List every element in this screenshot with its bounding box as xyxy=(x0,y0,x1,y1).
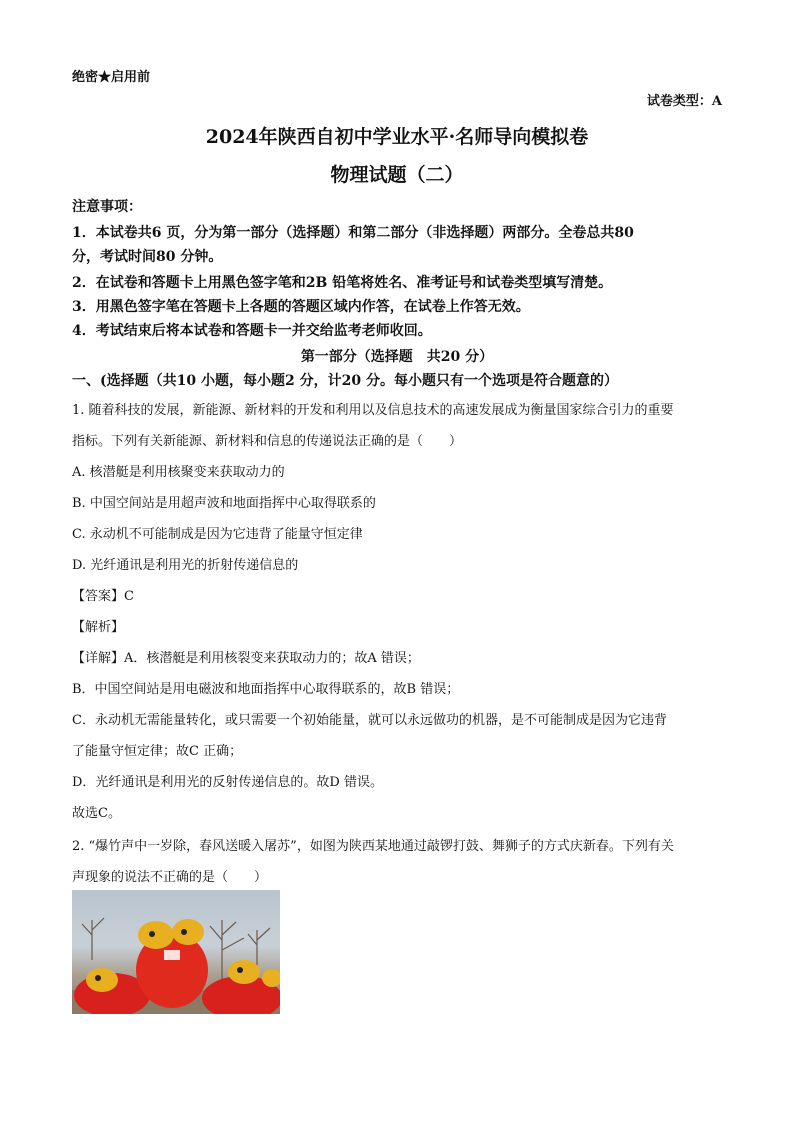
q1-option-d: D. 光纤通讯是利用光的折射传递信息的 xyxy=(72,558,299,573)
notice-heading: 注意事项： xyxy=(72,199,142,215)
q1-option-a: A. 核潜艇是利用核聚变来获取动力的 xyxy=(72,465,285,480)
lion-dance-illustration xyxy=(72,890,280,1014)
lion-center xyxy=(136,919,208,1008)
lion-right xyxy=(202,960,280,1014)
notice-item: 4．考试结束后将本试卷和答题卡一并交给监考老师收回。 xyxy=(72,323,432,339)
notice-item: 1．本试卷共6 页，分为第一部分（选择题）和第二部分（非选择题）两部分。全卷总共80 xyxy=(72,225,634,241)
q1-detail-line: 【详解】A．核潜艇是利用核裂变来获取动力的；故A 错误； xyxy=(72,651,420,666)
q1-option-b: B. 中国空间站是用超声波和地面指挥中心取得联系的 xyxy=(72,496,376,511)
q1-option-c: C. 永动机不可能制成是因为它违背了能量守恒定律 xyxy=(72,527,363,542)
notice-item: 3．用黑色签字笔在答题卡上各题的答题区域内作答，在试卷上作答无效。 xyxy=(72,299,530,315)
notice-item: 2．在试卷和答题卡上用黑色签字笔和2B 铅笔将姓名、准考证号和试卷类型填写清楚。 xyxy=(72,275,613,291)
q1-answer: 【答案】C xyxy=(72,589,134,604)
paper-type: 试卷类型：A xyxy=(646,94,722,109)
lion-dance-photo xyxy=(72,890,280,1014)
notice-item: 分，考试时间80 分钟。 xyxy=(72,249,223,265)
q1-detail-line: B．中国空间站是用电磁波和地面指挥中心取得联系的，故B 错误； xyxy=(72,682,460,697)
exam-subtitle: 物理试题（二） xyxy=(330,164,464,186)
q2-stem-line: 2. “爆竹声中一岁除，春风送暖入屠苏”，如图为陕西某地通过敲锣打鼓、舞狮子的方式庆新春。下列有关 xyxy=(72,839,674,854)
q1-analysis-label: 【解析】 xyxy=(72,620,125,635)
secret-label: 绝密★启用前 xyxy=(72,70,151,85)
q2-stem-line: 声现象的说法不正确的是（ ） xyxy=(72,870,268,885)
exam-title: 2024年陕西自初中学业水平·名师导向模拟卷 xyxy=(205,126,589,148)
q1-detail-line: 故选C。 xyxy=(72,806,121,821)
section-heading: 一、(选择题（共10 小题，每小题2 分，计20 分。每小题只有一个选项是符合题意的） xyxy=(72,373,618,389)
q1-detail-line: 了能量守恒定律；故C 正确； xyxy=(72,744,243,759)
part-heading: 第一部分（选择题 共20 分） xyxy=(300,349,494,365)
q1-stem-line: 1. 随着科技的发展，新能源、新材料的开发和利用以及信息技术的高速发展成为衡量国家综合引力的重要 xyxy=(72,403,674,418)
q1-stem-line: 指标。下列有关新能源、新材料和信息的传递说法正确的是（ ） xyxy=(72,434,463,449)
q1-detail-line: C．永动机无需能量转化，或只需要一个初始能量，就可以永远做功的机器，是不可能制成是因为它违背 xyxy=(72,713,667,728)
q1-detail-line: D．光纤通讯是利用光的反射传递信息的。故D 错误。 xyxy=(72,775,383,790)
